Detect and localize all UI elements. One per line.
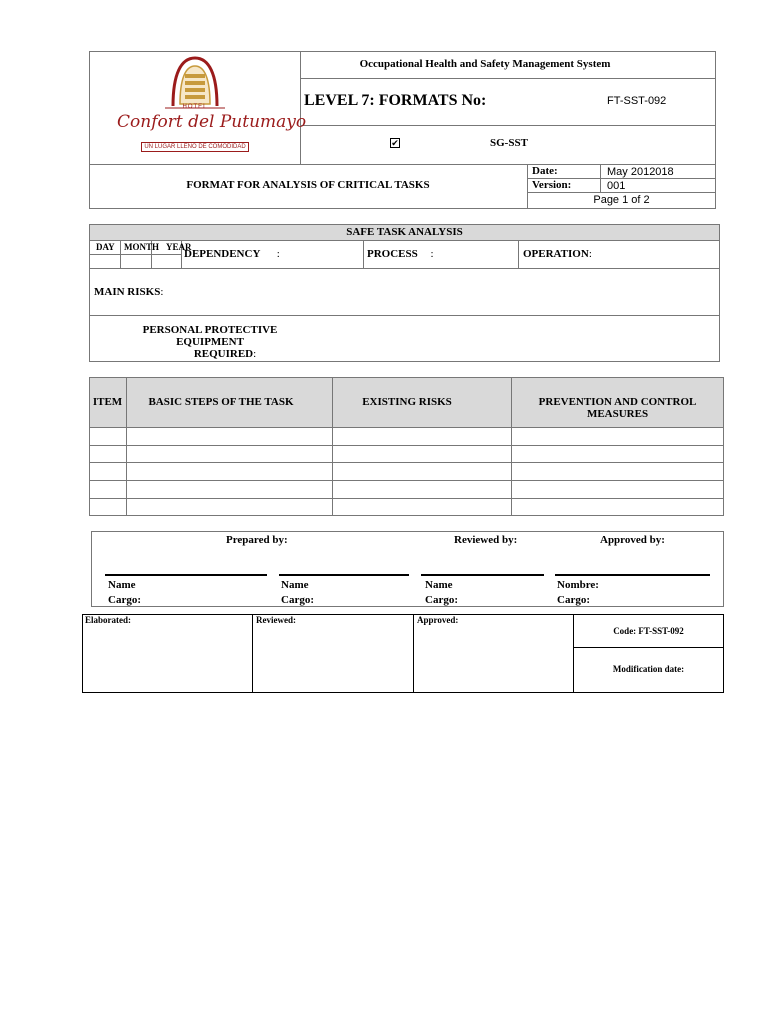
analysis-title: SAFE TASK ANALYSIS [90,225,719,240]
dependency-colon: : [276,248,280,260]
signer-cargo-label: Cargo: [108,594,141,606]
main-risks-text: MAIN RISKS [94,286,161,298]
header-rule [300,78,716,79]
form-title: FORMAT FOR ANALYSIS OF CRITICAL TASKS [186,179,430,191]
day-label: DAY [96,242,115,252]
table-row [90,481,723,498]
system-title: Occupational Health and Safety Management System [359,58,611,70]
footer-approved-label: Approved: [417,615,459,625]
operation-label [523,248,592,260]
table-row [90,499,723,515]
date-grid-rule [89,254,181,255]
date-divider [600,164,601,192]
analysis-rule [89,315,720,316]
signature-line[interactable] [555,574,710,576]
level-title: LEVEL 7: FORMATS No: [304,92,487,109]
dependency-text: DEPENDENCY [184,248,260,260]
date-label: Date: [532,165,558,177]
signer-name-label: Name [425,579,453,591]
operation-text: OPERATION [523,248,589,260]
signer-cargo-label: Cargo: [425,594,458,606]
month-label: MONTH [124,242,159,252]
ppe-colon: : [253,348,257,360]
sgsst-label: SG-SST [490,137,528,149]
col-header-risks: EXISTING RISKS [362,396,452,408]
table-row [90,428,723,445]
ppe-label [110,324,310,360]
prepared-by-label: Prepared by: [226,534,288,546]
footer-divider [252,614,253,693]
operation-colon: : [588,248,592,260]
footer-rule [573,647,724,648]
signer-cargo-label: Cargo: [281,594,314,606]
main-risks-label [94,286,163,298]
year-label: YEAR [166,242,192,252]
ppe-line2-text: REQUIRED [193,348,254,360]
sgsst-checkbox[interactable] [390,138,400,148]
signature-line[interactable] [105,574,267,576]
col-header-measures: PREVENTION AND CONTROL MEASURES [538,396,697,420]
logo-slogan: UN LUGAR LLENO DE COMODIDAD [141,142,249,152]
table-row [90,446,723,462]
ppe-line2 [140,348,310,360]
signature-line[interactable] [279,574,409,576]
dependency-label [184,248,280,260]
signature-line[interactable] [421,574,544,576]
elaborated-label: Elaborated: [85,615,131,625]
logo-brand: Confort del Putumayo [117,112,307,132]
col-header-item: ITEM [92,396,123,408]
signer-name-label: Name [108,579,136,591]
date-value: May 2012018 [607,166,674,178]
logo-hotel-text: HOTEL [182,104,208,110]
col-header-steps: BASIC STEPS OF THE TASK [148,396,294,408]
signer-name-label: Name [281,579,309,591]
version-label: Version: [532,179,572,191]
date-rule [527,192,716,193]
footer-code: Code: FT-SST-092 [613,626,684,636]
signer-cargo-label: Cargo: [557,594,590,606]
header-rule [300,125,716,126]
process-label [367,248,434,260]
date-grid-divider [120,240,121,268]
table-row [90,463,723,480]
footer-reviewed-label: Reviewed: [256,615,296,625]
process-text: PROCESS [367,248,418,260]
analysis-rule [89,268,720,269]
reviewed-by-label: Reviewed by: [454,534,518,546]
format-code: FT-SST-092 [607,95,667,107]
analysis-divider [518,240,519,268]
approved-by-label: Approved by: [600,534,665,546]
footer-divider [413,614,414,693]
version-value: 001 [607,180,626,192]
modification-date-label: Modification date: [612,664,685,674]
ppe-line1: PERSONAL PROTECTIVE EQUIPMENT [142,324,278,348]
signer-name-label: Nombre: [557,579,599,591]
analysis-rule [89,240,720,241]
page-label: Page 1 of 2 [593,194,650,206]
process-colon: : [430,248,434,260]
analysis-divider [363,240,364,268]
check-icon: ✔ [391,137,399,148]
main-risks-colon: : [160,286,164,298]
header-rule [89,164,716,165]
hotel-logo [117,54,307,158]
